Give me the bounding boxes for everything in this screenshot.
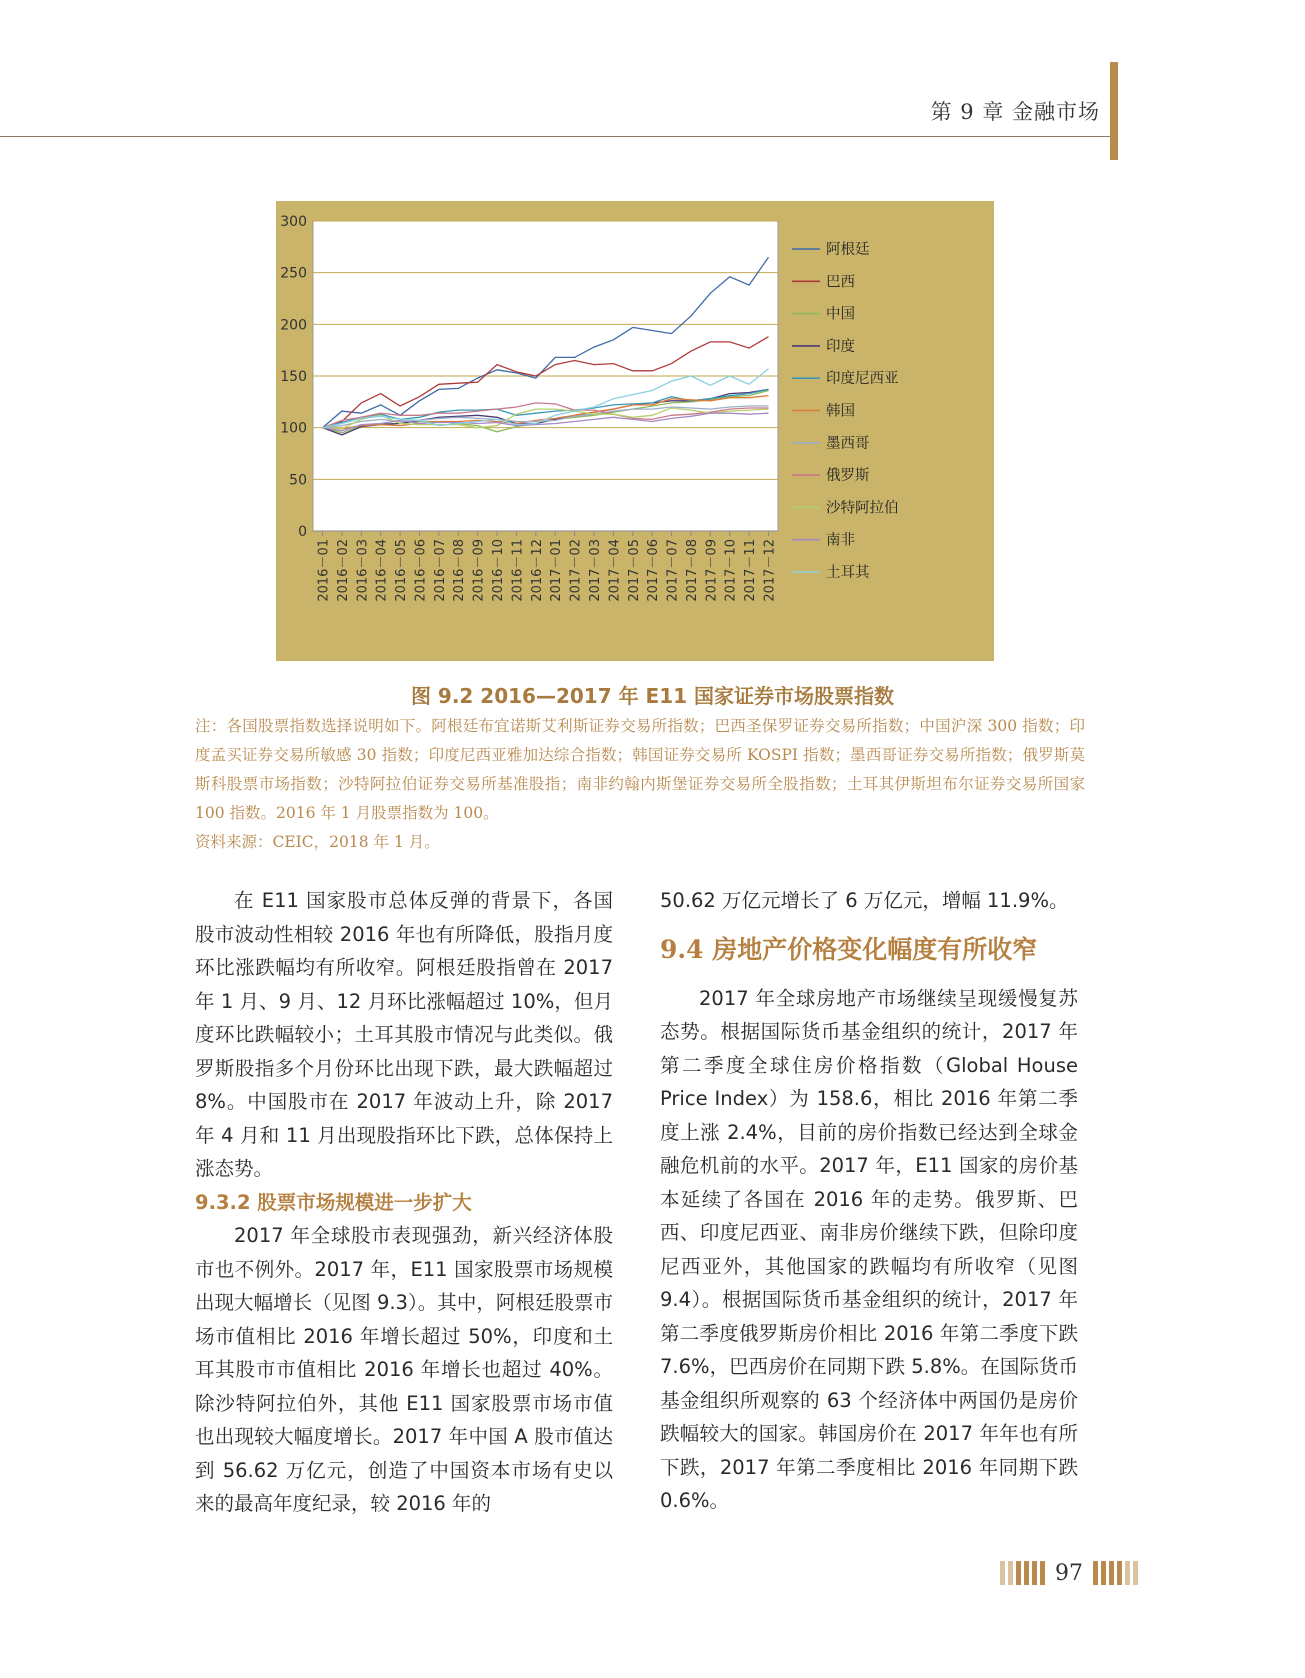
y-tick-label: 50 (289, 472, 307, 489)
x-tick-label: 2016－08 (452, 539, 468, 602)
x-tick-label: 2017－09 (704, 539, 720, 602)
x-tick-label: 2017－08 (684, 539, 700, 602)
y-tick-label: 0 (298, 524, 307, 540)
figure-note: 注：各国股票指数选择说明如下。阿根廷布宜诺斯艾利斯证券交易所指数；巴西圣保罗证券交易所指数；中国沪深 300 指数；印度孟买证券交易所敏感 30 指数；印度尼西亚雅加达综合指数；韩国证券交易所 KOSPI 指数；墨西哥证券交易所指数；俄罗斯莫斯科股票市场指数；沙特阿拉伯证券交易所基准股指；南非约翰内斯堡证券交易所全股指数；土耳其伊斯坦布尔证券交易所国家 100 指数。2016 年 1 月股票指数为 100。 (195, 717, 1085, 822)
x-tick-label: 2016－06 (413, 539, 429, 602)
y-tick-label: 300 (280, 214, 307, 230)
x-tick-label: 2016－01 (316, 539, 332, 602)
x-tick-label: 2017－04 (607, 539, 623, 602)
y-tick-label: 200 (280, 317, 307, 334)
paragraph: 在 E11 国家股市总体反弹的背景下，各国股市波动性相较 2016 年也有所降低，股指月度环比涨跌幅均有所收窄。阿根廷股指曾在 2017 年 1 月、9 月、12 月环比涨幅超过 10%，但月度环比跌幅较小；土耳其股市情况与此类似。俄罗斯股指多个月份环比出现下跌，最大跌幅超过 8%。中国股市在 2017 年波动上升，除 2017 年 4 月和 11 月出现股指环比下跌，总体保持上涨态势。 (195, 889, 613, 1180)
y-tick-label: 250 (280, 265, 307, 282)
x-tick-label: 2017－03 (587, 539, 603, 602)
page-number: 97 (1055, 1560, 1083, 1586)
y-tick-label: 150 (280, 369, 307, 385)
legend-label: 南非 (826, 532, 855, 549)
x-tick-label: 2016－02 (335, 539, 351, 602)
x-tick-label: 2017－12 (762, 539, 778, 602)
legend-label: 印度 (826, 338, 855, 355)
figure-title: 图 9.2 2016—2017 年 E11 国家证券市场股票指数 (410, 684, 895, 708)
x-tick-label: 2017－06 (646, 539, 662, 602)
legend-label: 阿根廷 (826, 242, 870, 258)
x-tick-label: 2016－07 (432, 539, 448, 602)
x-tick-label: 2016－09 (471, 539, 487, 602)
x-tick-label: 2016－11 (510, 539, 526, 602)
subsection-heading: 9.3.2 股票市场规模进一步扩大 (195, 1190, 472, 1214)
legend-label: 土耳其 (826, 565, 870, 581)
x-tick-label: 2017－10 (723, 539, 739, 602)
legend-label: 俄罗斯 (826, 468, 870, 485)
y-tick-label: 100 (280, 420, 307, 437)
x-tick-label: 2017－01 (549, 539, 565, 602)
left-column (195, 884, 613, 1521)
x-tick-label: 2017－02 (568, 539, 584, 602)
stock-index-chart (276, 201, 994, 661)
legend-label: 韩国 (826, 403, 855, 420)
right-column (660, 884, 1078, 1518)
paragraph: 2017 年全球房地产市场继续呈现缓慢复苏态势。根据国际货币基金组织的统计，2017 年第二季度全球住房价格指数（Global House Price Index）为 158.6，相比 2016 年第二季度上涨 2.4%，目前的房价指数已经达到全球金融危机前的水平。2017 年，E11 国家的房价基本延续了各国在 2016 年的走势。俄罗斯、巴西、印度尼西亚、南非房价继续下跌，但除印度尼西亚外，其他国家的跌幅均有所收窄（见图 9.4）。根据国际货币基金组织的统计，2017 年第二季度俄罗斯房价相比 2016 年第二季度下跌 7.6%，巴西房价在同期下跌 5.8%。在国际货币基金组织所观察的 63 个经济体中两国仍是房价跌幅较大的国家。韩国房价在 2017 年年也有所下跌，2017 年第二季度相比 2016 年同期下跌 0.6%。 (660, 986, 1078, 1512)
paragraph: 2017 年全球股市表现强劲，新兴经济体股市也不例外。2017 年，E11 国家股票市场规模出现大幅增长（见图 9.3）。其中，阿根廷股票市场市值相比 2016 年增长超过 50%，印度和土耳其股市市值相比 2016 年增长也超过 40%。除沙特阿拉伯外，其他 E11 国家股票市场市值也出现较大幅度增长。2017 年中国 A 股市值达到 56.62 万亿元，创造了中国资本市场有史以来的最高年度纪录，较 2016 年的 (195, 1224, 613, 1515)
chapter-header: 第 9 章 金融市场 (930, 100, 1100, 124)
legend-label: 巴西 (826, 274, 855, 291)
x-tick-label: 2017－11 (743, 539, 759, 602)
footer-bars-right (1093, 1561, 1138, 1585)
x-tick-label: 2016－03 (355, 539, 371, 602)
figure-source: 资料来源：CEIC，2018 年 1 月。 (195, 833, 440, 851)
paragraph: 50.62 万亿元增长了 6 万亿元，增幅 11.9%。 (660, 889, 1069, 912)
figure-notes (195, 712, 1085, 857)
x-tick-label: 2017－05 (626, 539, 642, 602)
legend-label: 沙特阿拉伯 (826, 500, 899, 517)
header-accent-bar (1110, 62, 1118, 160)
page-footer (1000, 1560, 1138, 1586)
x-tick-label: 2016－12 (529, 539, 545, 602)
x-tick-label: 2016－05 (394, 539, 410, 602)
section-heading: 9.4 房地产价格变化幅度有所收窄 (660, 934, 1038, 964)
footer-bars-left (1000, 1561, 1045, 1585)
header-rule (0, 136, 1116, 137)
x-tick-label: 2016－10 (491, 539, 507, 602)
chart-panel (276, 201, 994, 661)
legend-label: 墨西哥 (826, 435, 870, 452)
x-tick-label: 2017－07 (665, 539, 681, 602)
legend-label: 印度尼西亚 (826, 371, 899, 388)
x-tick-label: 2016－04 (374, 539, 390, 602)
legend-label: 中国 (826, 306, 855, 323)
